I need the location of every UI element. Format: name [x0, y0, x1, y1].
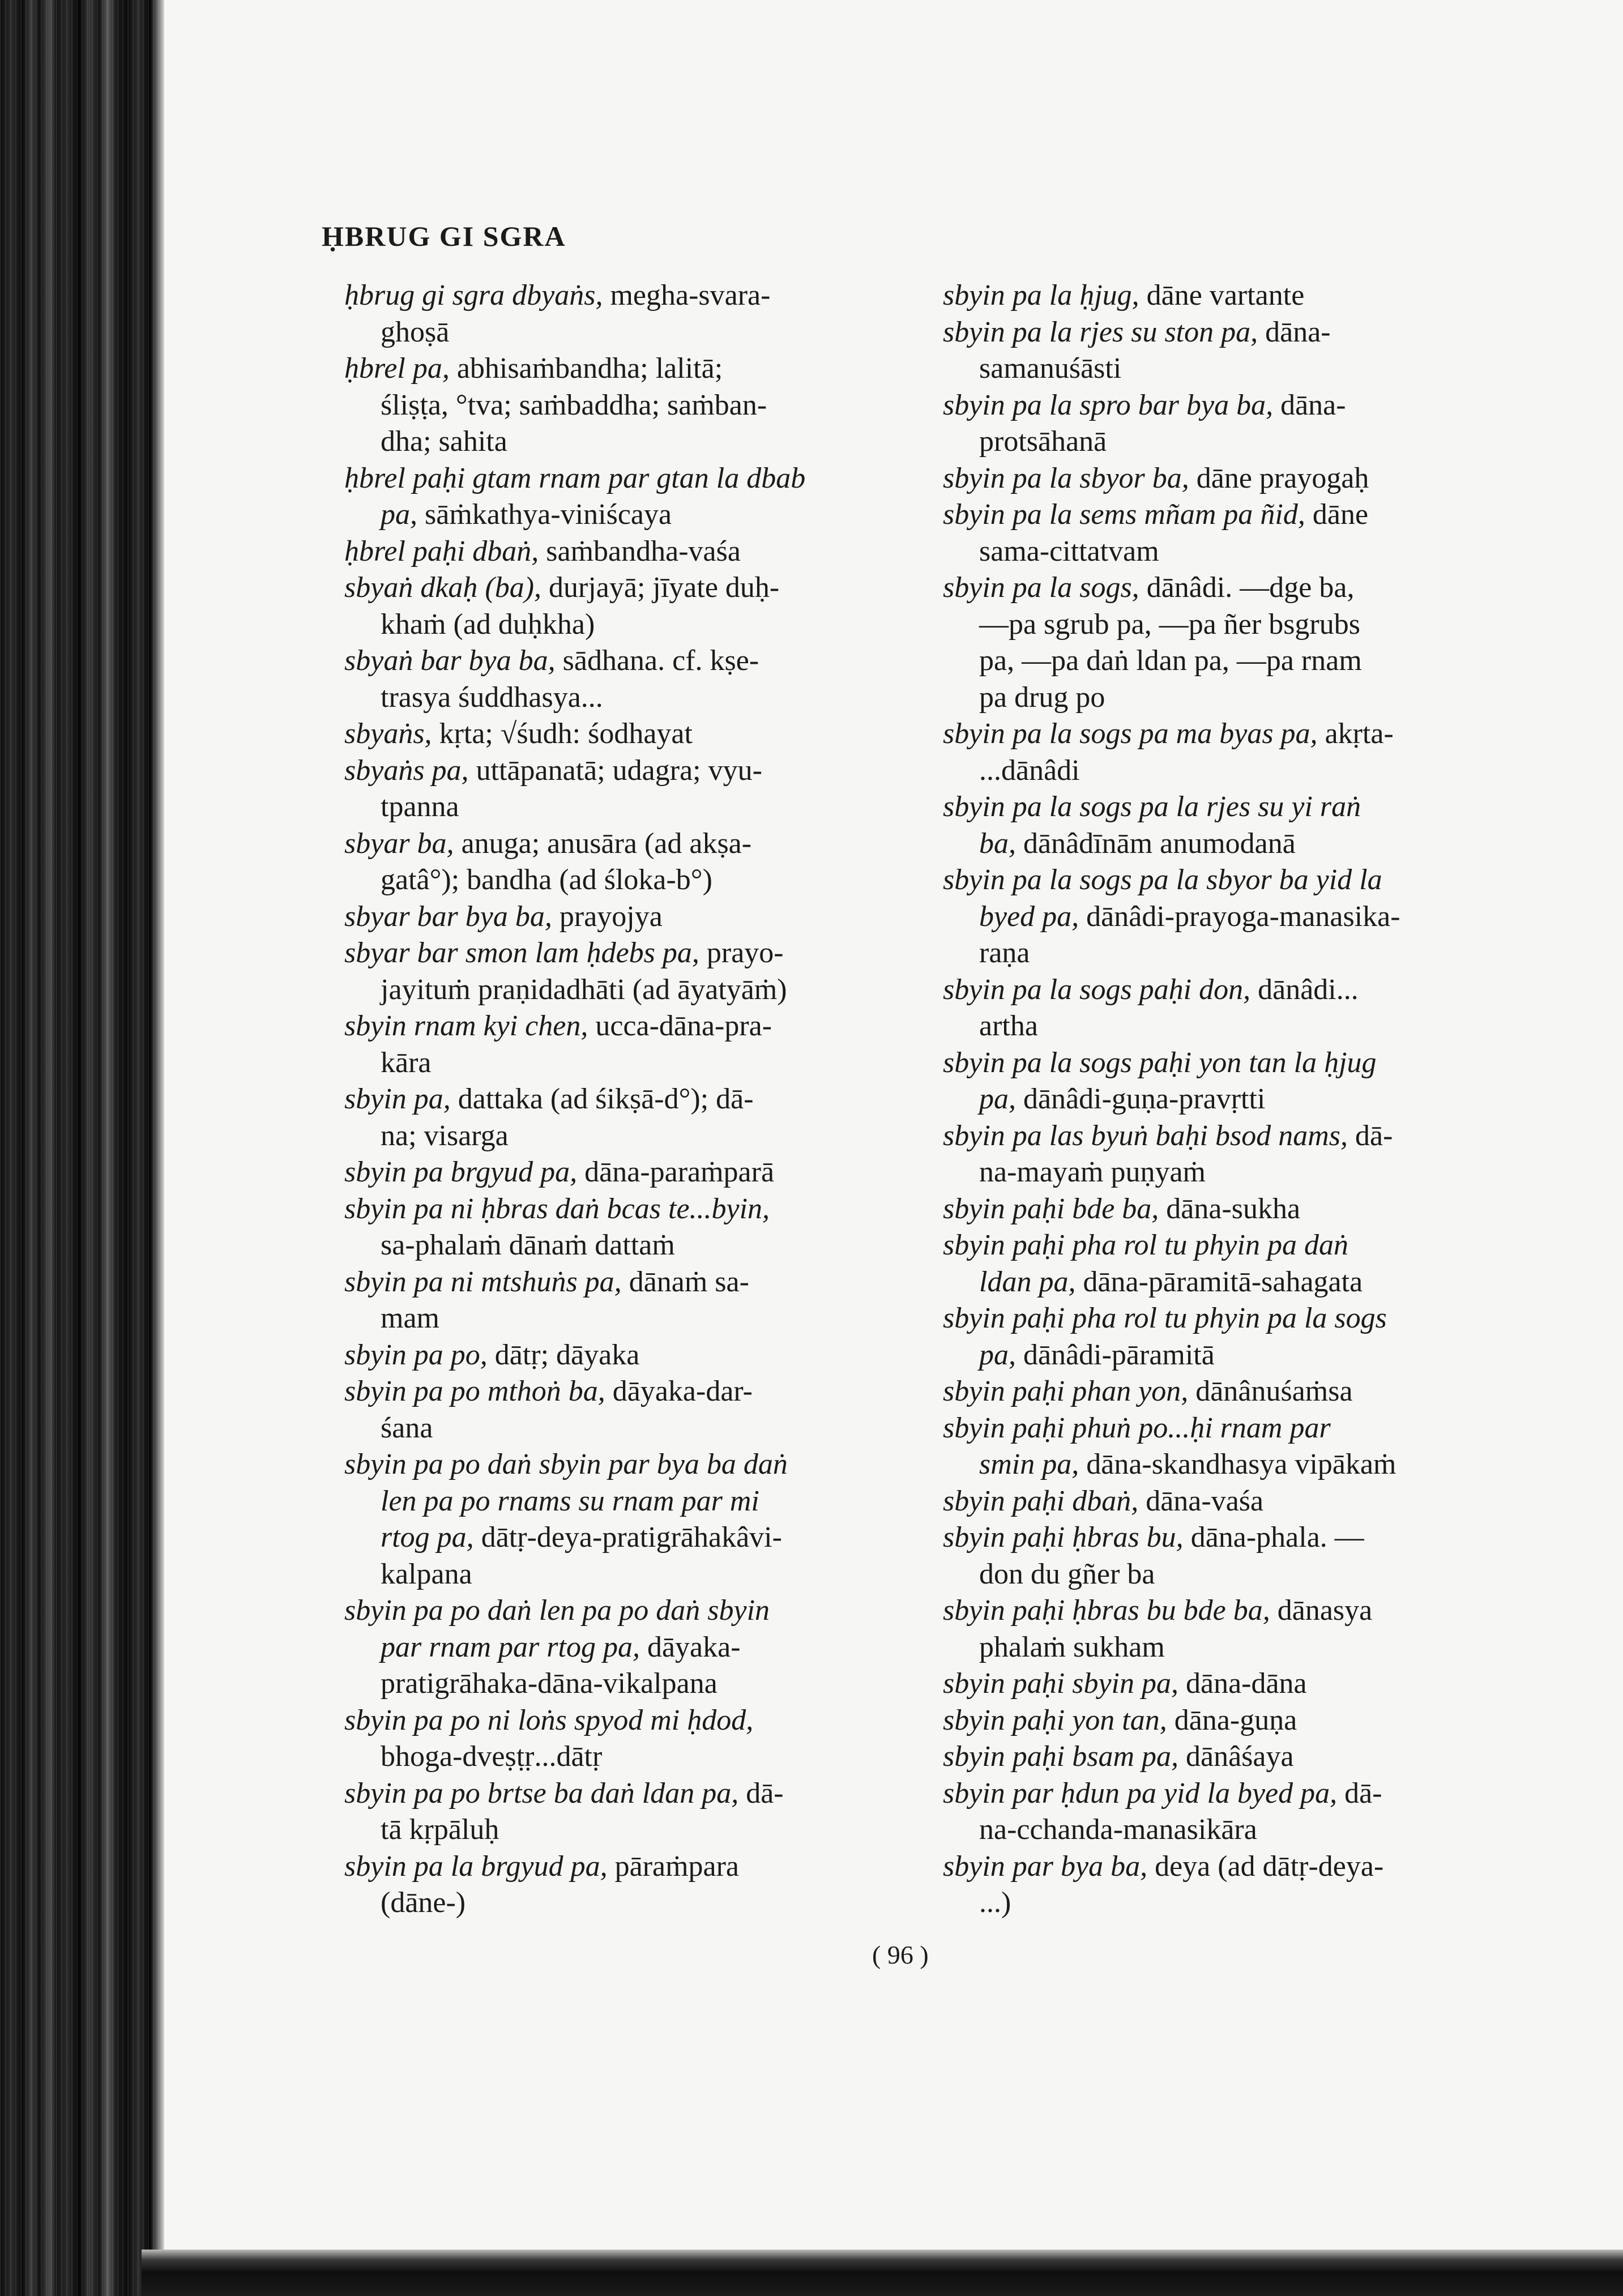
entry — [943, 278, 1487, 314]
entry — [943, 972, 1487, 1045]
sanskrit-equivalent: dāna-pāramitā-sahagata — [1075, 1265, 1363, 1298]
tibetan-term: sbyaṅs, — [344, 718, 432, 750]
entry — [943, 1776, 1487, 1849]
entry — [943, 460, 1487, 497]
tibetan-term: sbyaṅ dkaḥ (ba), — [344, 571, 542, 604]
sanskrit-equivalent: dānâdi-guṇa-pravṛtti — [1016, 1083, 1266, 1115]
tibetan-term: sbyin pa po daṅ len pa po daṅ sbyin par rnam par rtog pa, — [344, 1594, 770, 1663]
sanskrit-equivalent: dattaka (ad śikṣā-d°); dā- na; visarga — [381, 1083, 754, 1152]
sanskrit-equivalent: dāne prayogaḥ — [1189, 462, 1369, 494]
tibetan-term: sbyin pa la ḥjug, — [943, 279, 1139, 311]
entry — [943, 1045, 1487, 1118]
tibetan-term: sbyin pa po, — [344, 1338, 488, 1371]
entry — [943, 716, 1487, 789]
sanskrit-equivalent: anuga; anusāra (ad akṣa- gatâ°); bandha (ad śloka-b°) — [381, 827, 752, 896]
tibetan-term: sbyaṅ bar bya ba, — [344, 645, 556, 677]
entry — [344, 1081, 882, 1154]
entry — [943, 1666, 1487, 1702]
sanskrit-equivalent: dāna-paraṁparā — [577, 1156, 775, 1188]
sanskrit-equivalent: bhoga-dveṣṭṛ...dātṛ — [381, 1740, 603, 1773]
sanskrit-equivalent: megha-svara- ghoṣā — [381, 279, 771, 348]
sanskrit-equivalent: durjayā; jīyate duḥ- khaṁ (ad duḥkha) — [381, 571, 780, 641]
sanskrit-equivalent: saṁbandha-vaśa — [539, 535, 741, 567]
sanskrit-equivalent: dāna- protsāhanā — [979, 389, 1346, 458]
entry — [943, 387, 1487, 460]
sanskrit-equivalent: sāṁkathya-viniścaya — [417, 498, 672, 531]
entry — [344, 716, 882, 753]
tibetan-term: sbyin pa la spro bar bya ba, — [943, 389, 1274, 421]
tibetan-term: sbyin paḥi phuṅ po...ḥi rnam par smin pa, — [943, 1411, 1331, 1480]
sanskrit-equivalent: dāne vartante — [1139, 279, 1305, 311]
tibetan-term: ḥbrug gi sgra dbyaṅs, — [344, 279, 603, 311]
entry — [943, 1520, 1487, 1593]
tibetan-term: sbyin pa la sogs pa la sbyor ba yid la byed pa, — [943, 864, 1382, 933]
sanskrit-equivalent: prayo- jayituṁ praṇidadhāti (ad āyatyāṁ) — [381, 937, 787, 1006]
entry — [344, 1702, 882, 1776]
sanskrit-equivalent: sādhana. cf. kṣe- trasya śuddhasya... — [381, 645, 759, 714]
sanskrit-equivalent: dānasya phalaṁ sukham — [979, 1594, 1373, 1663]
tibetan-term: ḥbrel pa, — [344, 352, 450, 385]
entry — [344, 570, 882, 643]
entry — [344, 1373, 882, 1446]
sanskrit-equivalent: dānâdi-prayoga-manasika- raṇa — [979, 900, 1400, 969]
tibetan-term: sbyin rnam kyi chen, — [344, 1010, 588, 1042]
tibetan-term: sbyin pa po ni loṅs spyod mi ḥdod, — [344, 1704, 754, 1736]
entry — [344, 351, 882, 460]
tibetan-term: sbyin pa po mthoṅ ba, — [344, 1375, 605, 1407]
tibetan-term: sbyin paḥi phan yon, — [943, 1375, 1189, 1407]
tibetan-term: sbyin paḥi bde ba, — [943, 1192, 1159, 1225]
sanskrit-equivalent: dāna- samanuśāsti — [979, 315, 1331, 385]
tibetan-term: sbyin paḥi yon tan, — [943, 1704, 1167, 1736]
entry — [344, 643, 882, 716]
sanskrit-equivalent: abhisaṁbandha; lalitā; śliṣṭa, °tva; saṁbaddha; saṁban- dha; sahita — [381, 352, 767, 458]
entry — [344, 899, 882, 936]
tibetan-term: sbyar bar bya ba, — [344, 900, 552, 933]
tibetan-term: sbyin pa la rjes su ston pa, — [943, 315, 1258, 348]
entry — [943, 570, 1487, 716]
tibetan-term: sbyin par bya ba, — [943, 1850, 1148, 1883]
tibetan-term: sbyin pa, — [344, 1083, 451, 1115]
entry — [943, 1227, 1487, 1300]
sanskrit-equivalent: dāna-skandhasya vipākaṁ — [1079, 1448, 1396, 1480]
tibetan-term: sbyin pa la sbyor ba, — [943, 462, 1189, 494]
sanskrit-equivalent: dāna-sukha — [1159, 1192, 1301, 1225]
scan-bottom-edge — [142, 2250, 1623, 2296]
entry — [943, 1300, 1487, 1373]
tibetan-term: sbyin par ḥdun pa yid la byed pa, — [943, 1777, 1338, 1810]
sanskrit-equivalent: dānaṁ sa- mam — [381, 1265, 749, 1334]
sanskrit-equivalent: dā- tā kṛpāluḥ — [381, 1777, 784, 1846]
entry — [943, 1702, 1487, 1739]
tibetan-term: sbyin paḥi sbyin pa, — [943, 1667, 1178, 1700]
tibetan-term: sbyin pa po daṅ sbyin par bya ba daṅ len pa po rnams su rnam par mi rtog pa, — [344, 1448, 788, 1554]
entry — [344, 534, 882, 570]
tibetan-term: sbyar bar smon lam ḥdebs pa, — [344, 937, 699, 969]
entry — [943, 1410, 1487, 1483]
tibetan-term: sbyin paḥi ḥbras bu bde ba, — [943, 1594, 1270, 1627]
tibetan-term: sbyin pa ni ḥbras daṅ bcas te...byin, — [344, 1192, 770, 1225]
entry — [943, 1483, 1487, 1520]
entry — [943, 862, 1487, 972]
sanskrit-equivalent: dānâdi... artha — [979, 973, 1359, 1042]
sanskrit-equivalent: dāna-dāna — [1178, 1667, 1307, 1700]
tibetan-term: sbyin paḥi pha rol tu phyin pa la sogs pa, — [943, 1302, 1387, 1371]
tibetan-term: sbyin pa ni mtshuṅs pa, — [344, 1265, 622, 1298]
entry — [943, 1118, 1487, 1191]
entry — [943, 314, 1487, 387]
sanskrit-equivalent: dānâdi-pāramitā — [1016, 1338, 1215, 1371]
tibetan-term: sbyin pa las byuṅ baḥi bsod nams, — [943, 1119, 1348, 1152]
sanskrit-equivalent: sa-phalaṁ dānaṁ dattaṁ — [381, 1229, 675, 1261]
sanskrit-equivalent: dāyaka-dar- śana — [381, 1375, 753, 1444]
tibetan-term: sbyar ba, — [344, 827, 454, 860]
tibetan-term: sbyin pa la sogs, — [943, 571, 1139, 604]
entry — [344, 1008, 882, 1081]
right-column — [943, 278, 1487, 1922]
sanskrit-equivalent: kṛta; √śudh: śodhayat — [432, 718, 693, 750]
entry — [344, 460, 882, 534]
tibetan-term: sbyin pa la sogs pa la rjes su yi raṅ ba, — [943, 791, 1361, 860]
sanskrit-equivalent: dānâdi. —dge ba, —pa sgrub pa, —pa ñer bsgrubs pa, —pa daṅ ldan pa, —pa rnam pa drug po — [979, 571, 1362, 714]
tibetan-term: sbyin paḥi bsam pa, — [943, 1740, 1178, 1773]
entry — [344, 753, 882, 826]
tibetan-term: sbyin pa brgyud pa, — [344, 1156, 578, 1188]
entry — [344, 1337, 882, 1374]
tibetan-term: sbyin pa la brgyud pa, — [344, 1850, 608, 1883]
left-column — [344, 278, 882, 1922]
entry — [344, 1776, 882, 1849]
tibetan-term: sbyin pa la sogs paḥi yon tan la ḥjug pa, — [943, 1046, 1377, 1115]
entry — [943, 1373, 1487, 1410]
sanskrit-equivalent: dāna-vaśa — [1138, 1484, 1264, 1517]
sanskrit-equivalent: deya (ad dātṛ-deya- ...) — [979, 1850, 1384, 1919]
sanskrit-equivalent: dā- na-mayaṁ puṇyaṁ — [979, 1119, 1393, 1188]
entry — [344, 1593, 882, 1702]
tibetan-term: sbyin pa la sems mñam pa ñid, — [943, 498, 1305, 531]
tibetan-term: sbyin paḥi dbaṅ, — [943, 1484, 1139, 1517]
entry — [344, 1264, 882, 1337]
tibetan-term: ḥbrel paḥi gtam rnam par gtan la dbab pa, — [344, 462, 806, 531]
entry — [344, 1191, 882, 1264]
sanskrit-equivalent: akṛta- ...dānâdi — [979, 718, 1394, 787]
sanskrit-equivalent: dāyaka- pratigrāhaka-dāna-vikalpana — [381, 1631, 741, 1700]
entry — [943, 789, 1487, 862]
tibetan-term: ḥbrel paḥi dbaṅ, — [344, 535, 539, 567]
entry — [344, 935, 882, 1008]
entry — [943, 1191, 1487, 1228]
sanskrit-equivalent: prayojya — [552, 900, 663, 933]
entry — [943, 1739, 1487, 1776]
page-stack-lines — [0, 0, 161, 2296]
sanskrit-equivalent: dāne sama-cittatvam — [979, 498, 1369, 567]
sanskrit-equivalent: dānânuśaṁsa — [1188, 1375, 1353, 1407]
entry — [943, 1849, 1487, 1922]
tibetan-term: sbyaṅs pa, — [344, 754, 469, 787]
sanskrit-equivalent: dātṛ-deya-pratigrāhakâvi- kalpana — [381, 1521, 782, 1590]
entry — [344, 826, 882, 899]
sanskrit-equivalent: dātṛ; dāyaka — [487, 1338, 640, 1371]
tibetan-term: sbyin paḥi pha rol tu phyin pa daṅ ldan pa, — [943, 1229, 1348, 1298]
sanskrit-equivalent: dānâśaya — [1178, 1740, 1294, 1773]
sanskrit-equivalent: dāna-guṇa — [1167, 1704, 1297, 1736]
entry — [344, 1446, 882, 1593]
entry — [943, 497, 1487, 570]
sanskrit-equivalent: dānâdīnām anumodanā — [1016, 827, 1296, 860]
sanskrit-equivalent: uttāpanatā; udagra; vyu- tpanna — [381, 754, 762, 823]
entry — [344, 278, 882, 351]
sanskrit-equivalent: ucca-dāna-pra- kāra — [381, 1010, 772, 1079]
tibetan-term: sbyin pa po brtse ba daṅ ldan pa, — [344, 1777, 739, 1810]
page-number: ( 96 ) — [872, 1940, 929, 1969]
sanskrit-equivalent: dā- na-cchanda-manasikāra — [979, 1777, 1382, 1846]
entry — [943, 1593, 1487, 1666]
running-head: ḤBRUG GI SGRA — [322, 220, 566, 252]
tibetan-term: sbyin pa la sogs paḥi don, — [943, 973, 1251, 1006]
entry — [344, 1154, 882, 1191]
tibetan-term: sbyin paḥi ḥbras bu, — [943, 1521, 1184, 1554]
entry — [344, 1849, 882, 1922]
sanskrit-equivalent: pāraṁpara (dāne-) — [381, 1850, 740, 1919]
tibetan-term: sbyin pa la sogs pa ma byas pa, — [943, 718, 1318, 750]
sanskrit-equivalent: dāna-phala. — don du gñer ba — [979, 1521, 1364, 1590]
